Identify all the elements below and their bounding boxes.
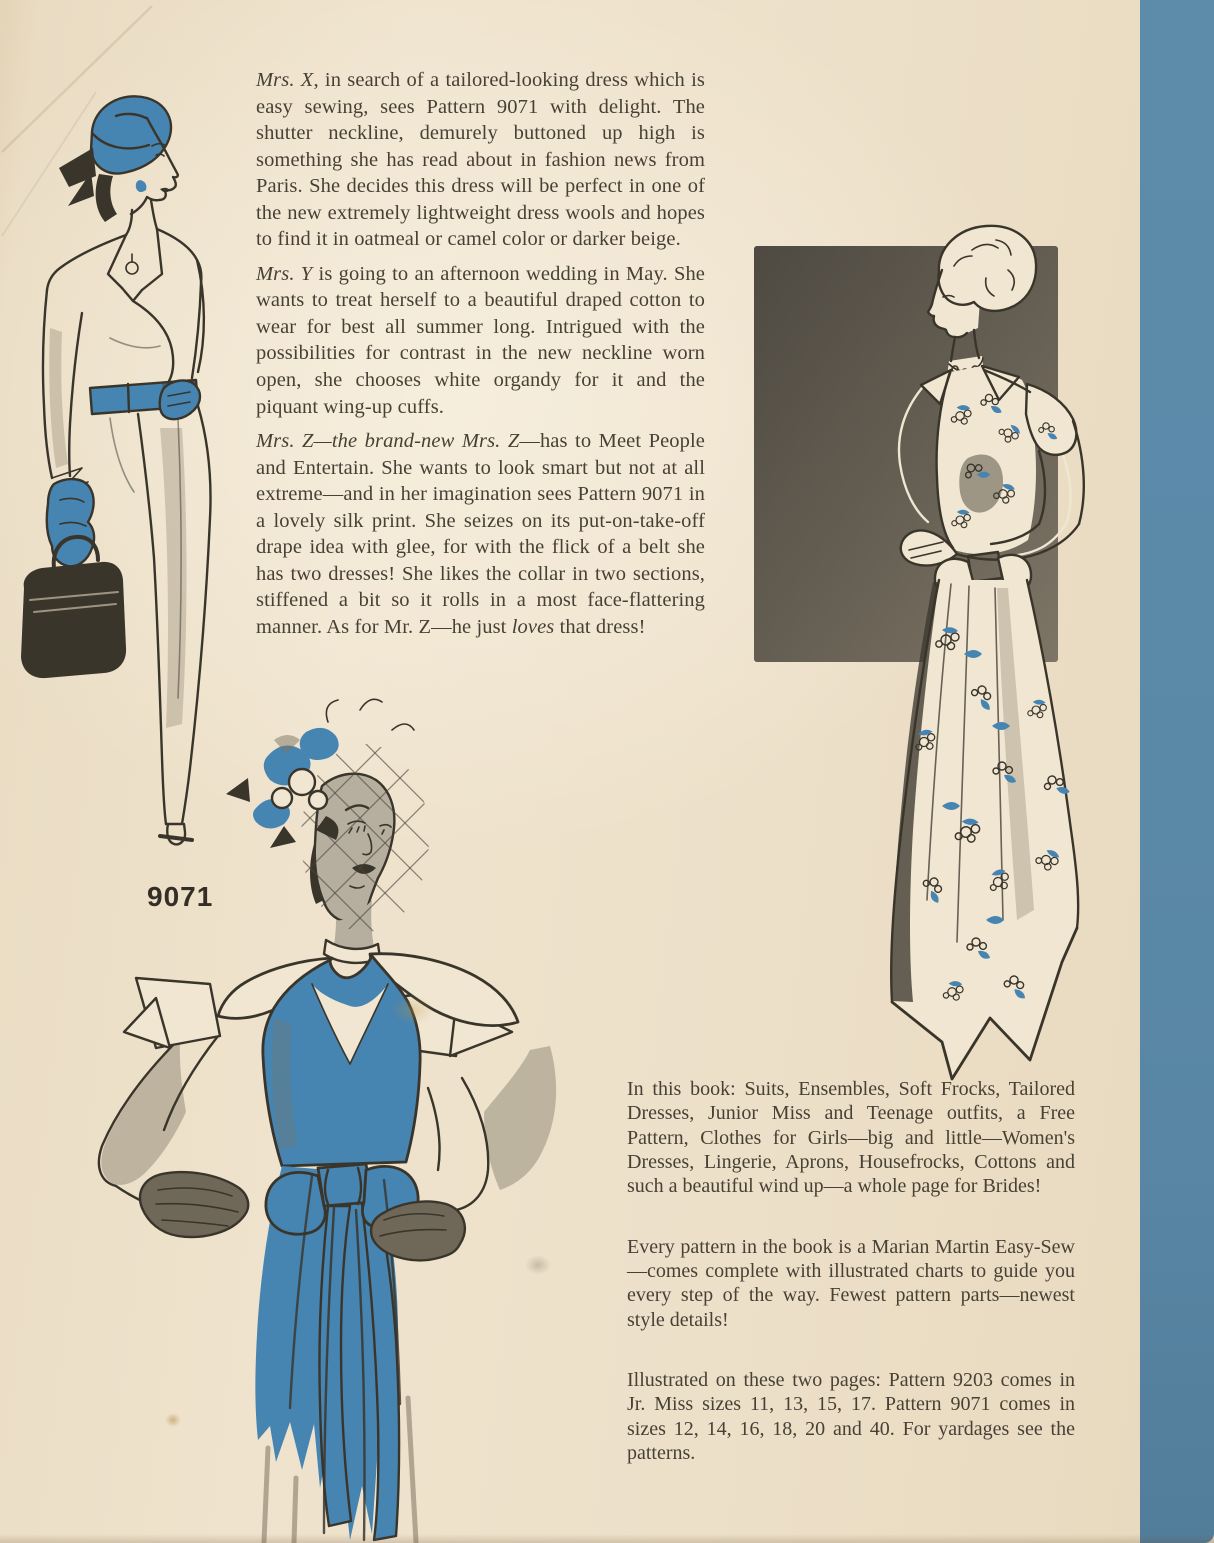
- info-paragraph-in-this-book: In this book: Suits, Ensembles, Soft Frocks, Tailored Dresses, Junior Miss and Teenage outfits, a Free Pattern, Clothes for Girls—big and little—Women's Dresses, Lingerie, Aprons, Housefrocks, Cottons and such a beautiful wind up—a whole page for Brides!: [627, 1078, 1075, 1198]
- story-paragraph-mrs-z: Mrs. Z—the brand-new Mrs. Z—has to Meet People and Entertain. She wants to look smart but not at all extreme—and in her imagination sees Pattern 9071 in a lovely silk print. She seizes on its put-on-take-off drape idea with glee, for with the flick of a belt she has two dresses! She likes the collar in two sections, stiffened a bit so it rolls in a most face-flattering manner. As for Mr. Z—he just loves that dress!: [256, 430, 705, 638]
- story-paragraph-mrs-y: Mrs. Y is going to an afternoon wedding in May. She wants to treat herself to a beautiful draped cotton to wear for best all summer long. Intrigued with the possibilities for contrast in the new neckline worn open, she chooses white organdy for it and the piquant wing-up cuffs.: [256, 262, 705, 418]
- pattern-number-label: 9071: [147, 881, 214, 912]
- page-edge-blue-band: [1140, 0, 1214, 1543]
- info-paragraph-easy-sew: Every pattern in the book is a Marian Martin Easy-Sew—comes complete with illustrated charts to guide you every step of the way. Fewest pattern parts—newest style details!: [627, 1235, 1075, 1331]
- story-text-column: [256, 67, 705, 640]
- info-paragraph-sizes: Illustrated on these two pages: Pattern 9203 comes in Jr. Miss sizes 11, 13, 15, 17. Pattern 9071 comes in sizes 12, 14, 16, 18, 20 and 40. For yardages see the patterns.: [627, 1369, 1075, 1465]
- story-paragraph-mrs-x: Mrs. X, in search of a tailored-looking dress which is easy sewing, sees Pattern 9071 with delight. The shutter neckline, demurely buttoned up high is something she has read about in fashion news from Paris. She decides this dress will be perfect in one of the new extremely lightweight dress wools and hopes to find it in oatmeal or camel color or darker beige.: [256, 69, 705, 251]
- sketch-woman-print-dress-backdrop: [746, 220, 1118, 1104]
- info-text-column: [627, 1077, 1075, 1465]
- sketch-woman-9071-dress: [60, 688, 660, 1543]
